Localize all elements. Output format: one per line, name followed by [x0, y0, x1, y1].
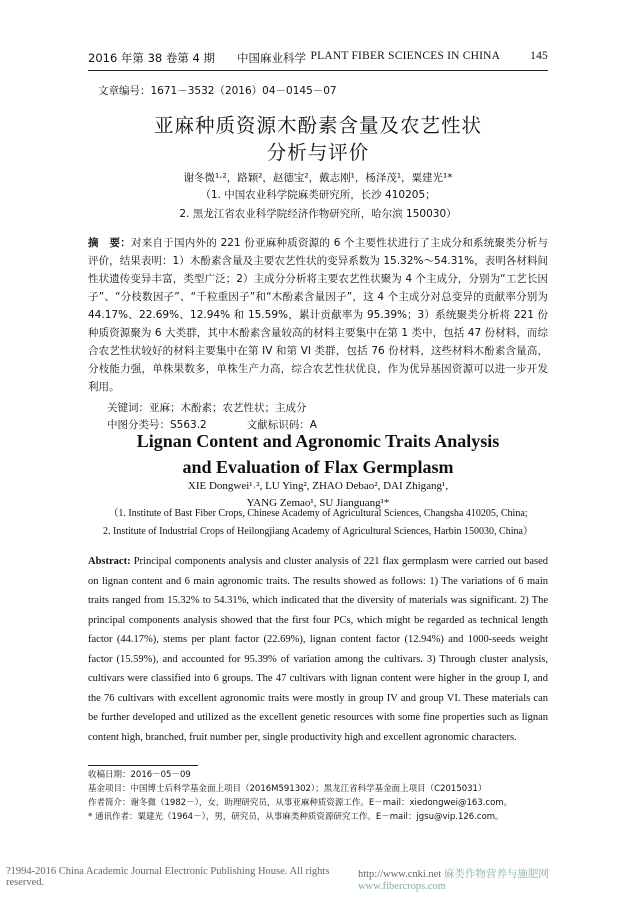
- keywords-cn: 关键词：亚麻；木酚素；农艺性状；主成分: [107, 402, 307, 414]
- affiliations-cn: [150, 186, 486, 224]
- cnki-link[interactable]: http://www.cnki.net: [357, 869, 442, 880]
- authors-en-line2: YANG Zemao¹, SU Jianguang¹*: [246, 497, 390, 509]
- clc-number: 中图分类号：S563.2: [107, 419, 207, 431]
- watermark-text: 麻类作物营养与施肥网 www.fibercrops.com: [357, 869, 549, 892]
- abstract-cn-text: 对来自于国内外的 221 份亚麻种质资源的 6 个主要性状进行了主成分和系统聚类分析与评价，结果表明：1）木酚素含量及主要农艺性状的变异系数为 15.32%～54.31%，表明各材料间性状遗传变异丰富，类型广泛；2）主成分分析将主要农艺性状聚为 4 个主成分，分别为“工艺长因子”、“分枝数因子”、“千粒重因子”和“木酚素含量因子”，这 4 个主成分对总变异的贡献率分别为 44.17%、22.69%、12.94% 和 15.59%，累计贡献率为 95.39%；3）系统聚类分析将 221 份种质资源聚为 6 大类群，其中木酚素含量较高的材料主要集中在第 1 类中，包括 47 份材料，而综合农艺性状较好的材料主要集中在第 IV 和第 VI 类群，包括 76 份材料，这些材料木酚素含量高，分枝能力强，单株果数多，单株生产力高，综合农艺性状优良，作为优异基因资源可以进一步开发利用。: [88, 237, 548, 393]
- abstract-en-label: Abstract:: [88, 556, 131, 567]
- page-number: 145: [530, 50, 548, 62]
- page-footer: [0, 866, 636, 892]
- journal-name-en: PLANT FIBER SCIENCES IN CHINA: [310, 50, 501, 62]
- footnotes: [88, 768, 576, 824]
- footnote-fund: 基金项目：中国博士后科学基金面上项目（2016M591302）；黑龙江省科学基金面上项目（C2015031）: [88, 784, 487, 794]
- title-cn-line1: 亚麻种质资源木酚素含量及农艺性状: [153, 114, 482, 137]
- title-en: [0, 428, 636, 480]
- document-code: 文献标识码：A: [246, 419, 317, 431]
- issue-info: 2016 年第 38 卷第 4 期: [88, 51, 215, 65]
- copyright-notice: ?1994-2016 China Academic Journal Electronic Publishing House. All rights reserved.: [6, 866, 330, 888]
- title-cn-line2: 分析与评价: [266, 141, 370, 164]
- abstract-cn: [88, 234, 548, 396]
- header-rule: [88, 70, 548, 71]
- title-cn: [0, 112, 636, 166]
- title-en-line2: and Evaluation of Flax Germplasm: [182, 457, 454, 477]
- footnote-corresponding: * 通讯作者：粟建光（1964－），男，研究员，从事麻类种质资源研究工作。E－mail：jgsu@vip.126.com。: [88, 812, 504, 822]
- footnote-author: 作者简介：谢冬微（1982－），女，助理研究员，从事亚麻种质资源工作。E－mail：xiedongwei@163.com。: [88, 798, 513, 808]
- article-number: 文章编号：1671－3532（2016）04－0145－07: [98, 85, 337, 97]
- footnote-rule: [88, 765, 198, 766]
- affiliation-cn-1: （1. 中国农业科学院麻类研究所，长沙 410205；: [200, 189, 436, 201]
- affiliation-cn-2: 2. 黑龙江省农业科学院经济作物研究所，哈尔滨 150030）: [179, 208, 457, 220]
- affiliation-en-1: （1. Institute of Bast Fiber Crops, Chinese Academy of Agricultural Sciences, Changsha 410205, China;: [108, 508, 528, 519]
- authors-cn: 谢冬微¹·²，路颖²，赵德宝²，戴志刚¹，杨泽茂¹，粟建光¹*: [183, 172, 453, 184]
- journal-name-cn: 中国麻业科学: [237, 51, 306, 65]
- footnote-received: 收稿日期：2016－05－09: [88, 770, 191, 780]
- abstract-en-text: Principal components analysis and cluster analysis of 221 flax germplasm were carried out based on lignan content and 6 main agronomic traits. The results showed as follows: 1) The variations of 6 main traits ranged from 15.32% to 54.31%, which indicated that the diversity of materials was significant. 2) The principal components analysis showed that the first four PCs, which might be regarded as technical length factor (44.17%), stems per plant factor (22.69%), lignan content factor (12.94%) and 1000-seeds weight factor (15.59%), and accounted for 95.39% of variation among the cultivars. 3) Through cluster analysis, cultivars were classified into 6 groups. The 47 cultivars with lignan content were higher in the group I, and the 76 cultivars with excellent agronomic traits were mostly in group IV and group VI. These materials can be further developed and utilized as the excellent genetic resources with some fine properties such as lignan content high, branched, fruit number per, single productivity high and excellent agronomic characters.: [88, 556, 549, 743]
- affiliation-en-2: 2. Institute of Industrial Crops of Heilongjiang Academy of Agricultural Sciences, Harbin 150030, China）: [103, 526, 533, 537]
- authors-en-line1: XIE Dongwei¹˒², LU Ying², ZHAO Debao², DAI Zhigang¹,: [187, 480, 449, 492]
- running-header: [88, 50, 548, 66]
- abstract-en: [88, 552, 548, 747]
- abstract-cn-label: 摘 要：: [88, 237, 131, 249]
- affiliations-en: [88, 505, 548, 541]
- title-en-line1: Lignan Content and Agronomic Traits Analysis: [136, 431, 500, 451]
